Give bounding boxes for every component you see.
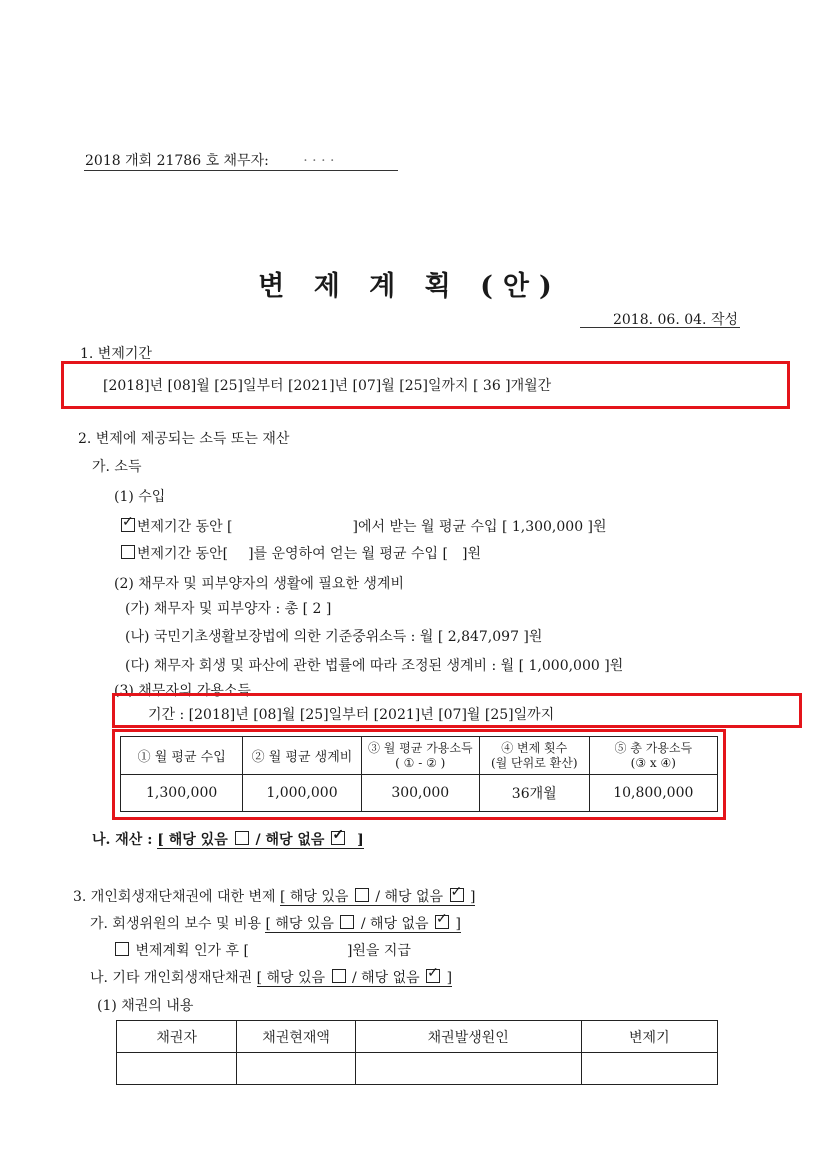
section-3-line	[73, 886, 475, 906]
claims-table-header-cell: 변제기	[581, 1021, 717, 1053]
claims-table-cell	[581, 1053, 717, 1085]
checkbox-property-yes[interactable]	[235, 831, 249, 845]
claim-content-heading: (1) 채권의 내용	[97, 998, 194, 1014]
section-2-heading: 2. 변제에 제공되는 소득 또는 재산	[78, 431, 290, 447]
living-cost-heading: (2) 채무자 및 피부양자의 생활에 필요한 생계비	[114, 576, 404, 592]
claims-table-header-cell: 채권발생원인	[355, 1021, 581, 1053]
checkbox-property-no[interactable]	[331, 831, 345, 845]
written-date: 2018. 06. 04. 작성	[612, 312, 738, 328]
claims-table-cell	[355, 1053, 581, 1085]
checkbox-estate-claims-yes[interactable]	[355, 888, 369, 902]
income-table-header-row	[121, 737, 718, 775]
claims-table-cell	[237, 1053, 355, 1085]
other-estate-claims-line	[90, 967, 452, 987]
property-line: 나. 재산 : [ 해당 있음 / 해당 없음 ✓ ]	[92, 829, 364, 849]
section-3-heading: 3. 개인회생재단채권에 대한 변제	[73, 889, 276, 905]
checkbox-other-claims-no[interactable]	[426, 969, 440, 983]
claims-table-empty-row	[117, 1053, 718, 1085]
living-cost-median-income: (나) 국민기초생활보장법에 의한 기준중위소득 : 월 [ 2,847,097 ]원	[125, 629, 543, 645]
claims-table-cell	[117, 1053, 237, 1085]
claims-table-header-cell: 채권자	[117, 1021, 237, 1053]
case-number-text: 2018 개회 21786 호 채무자:	[85, 153, 269, 169]
other-estate-claims-heading: 나. 기타 개인회생재단채권	[90, 970, 253, 986]
claims-table-header-row	[117, 1021, 718, 1053]
income-table-value-cell: 300,000	[361, 775, 479, 812]
income-table-header-cell: ⑤ 총 가용소득 (③ x ④)	[589, 737, 717, 775]
page-title: 변 제 계 획 (안)	[258, 271, 562, 302]
repayment-period: [2018]년 [08]월 [25]일부터 [2021]년 [07]월 [25]일까지 [ 36 ]개월간	[103, 378, 552, 394]
case-number-line	[85, 150, 334, 170]
income-table-value-row	[121, 775, 718, 812]
commissioner-fee-heading: 가. 회생위원의 보수 및 비용	[90, 916, 262, 932]
disposable-income-table	[120, 736, 718, 812]
section-3-applicability: [ 해당 있음 / 해당 없음 ✓ ]	[280, 889, 475, 906]
debtor-name-masked: · · · ·	[303, 153, 335, 169]
checkbox-fee-payment[interactable]	[115, 942, 129, 956]
case-number-underline	[84, 170, 398, 171]
living-cost-dependents: (가) 채무자 및 피부양자 : 총 [ 2 ]	[125, 601, 332, 617]
commissioner-fee-payment: 변제계획 인가 후 [ ]원을 지급	[113, 940, 411, 960]
written-date-underline	[580, 327, 740, 328]
checkbox-business-unchecked[interactable]	[121, 545, 135, 559]
checkbox-fee-yes[interactable]	[340, 915, 354, 929]
disposable-income-heading: (3) 채무자의 가용소득	[114, 683, 251, 699]
income-table-value-cell: 1,300,000	[121, 775, 243, 812]
commissioner-fee-line	[90, 913, 461, 933]
income-table-value-cell: 1,000,000	[243, 775, 361, 812]
subsection-ga-income: 가. 소득	[92, 459, 142, 475]
living-cost-adjusted: (다) 채무자 회생 및 파산에 관한 법률에 따라 조정된 생계비 : 월 [ 1,000,000 ]원	[125, 658, 624, 674]
property-applicability: [ 해당 있음 / 해당 없음 ✓ ]	[157, 832, 363, 849]
checkbox-salary-checked[interactable]	[121, 518, 135, 532]
commissioner-fee-applicability: [ 해당 있음 / 해당 없음 ✓ ]	[265, 916, 460, 933]
income-table-value-cell: 36개월	[479, 775, 589, 812]
income-table-header-cell: ① 월 평균 수입	[121, 737, 243, 775]
income-table-header-cell: ② 월 평균 생계비	[243, 737, 361, 775]
income-table-header-cell: ④ 변제 횟수 (월 단위로 환산)	[479, 737, 589, 775]
checkbox-fee-no[interactable]	[435, 915, 449, 929]
income-heading: (1) 수입	[114, 489, 166, 505]
disposable-income-period: 기간 : [2018]년 [08]월 [25]일부터 [2021]년 [07]월 [25]일까지	[148, 707, 555, 723]
income-line-business: 변제기간 동안[ ]를 운영하여 얻는 월 평균 수입 [ ]원	[119, 543, 481, 563]
section-1-heading: 1. 변제기간	[80, 346, 152, 362]
income-table-header-cell: ③ 월 평균 가용소득 ( ① - ② )	[361, 737, 479, 775]
claims-table-header-cell: 채권현재액	[237, 1021, 355, 1053]
checkbox-other-claims-yes[interactable]	[332, 969, 346, 983]
claims-table	[116, 1020, 718, 1085]
income-table-value-cell: 10,800,000	[589, 775, 717, 812]
checkbox-estate-claims-no[interactable]	[450, 888, 464, 902]
income-line-salary: ✓변제기간 동안 [ ]에서 받는 월 평균 수입 [ 1,300,000 ]원	[119, 516, 607, 536]
other-estate-claims-applicability: [ 해당 있음 / 해당 없음 ✓ ]	[257, 970, 452, 987]
